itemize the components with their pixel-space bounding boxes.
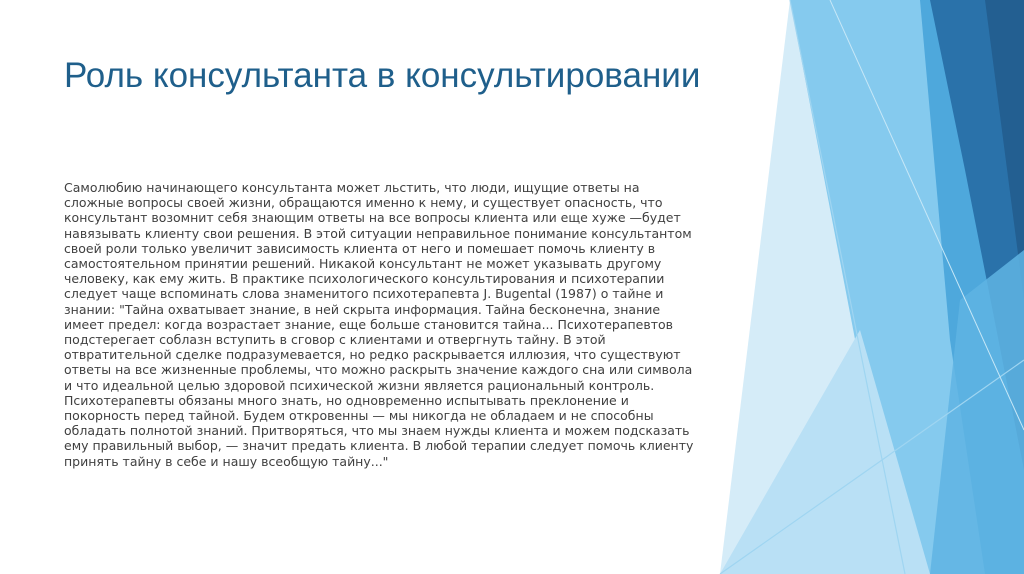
slide-body-text: Самолюбию начинающего консультанта может льстить, что люди, ищущие ответы на сложные вопросы своей жизни, обращаются именно к нему, и существует опасность, что консультант возомнит себя знающим ответы на все вопросы клиента или еще хуже —будет навязывать клиенту свои решения. В этой ситуации неправильное понимание консультантом своей роли только увеличит зависимость клиента от него и помешает помочь клиенту в самостоятельном принятии решений. Никакой консультант не может указывать другому человеку, как ему жить. В практике психологического консультирования и психотерапии следует чаще вспоминать слова знаменитого психотерапевта J. Bugental (1987) о тайне и знании: "Тайна охватывает знание, в ней скрыта информация. Тайна бесконечна, знание имеет предел: когда возрастает знание, еще больше становится тайна... Психотерапевтов подстерегает соблазн вступить в сговор с клиентами и отвергнуть тайну. В этой отвратительной сделке подразумевается, но редко раскрывается иллюзия, что существуют ответы на все жизненные проблемы, что можно раскрыть значение каждого сна или символа и что идеальной целью здоровой психической жизни является рациональный контроль. Психотерапевты обязаны много знать, но одновременно испытывать преклонение и покорность перед тайной. Будем откровенны — мы никогда не обладаем и не способны обладать полнотой знаний. Притворяться, что мы знаем нужды клиента и можем подсказать ему правильный выбор, — значит предать клиента. В любой терапии следует помочь клиенту принять тайну в себе и нашу всеобщую тайну..." xyxy=(64,180,694,469)
slide-title: Роль консультанта в консультировании xyxy=(64,56,701,95)
